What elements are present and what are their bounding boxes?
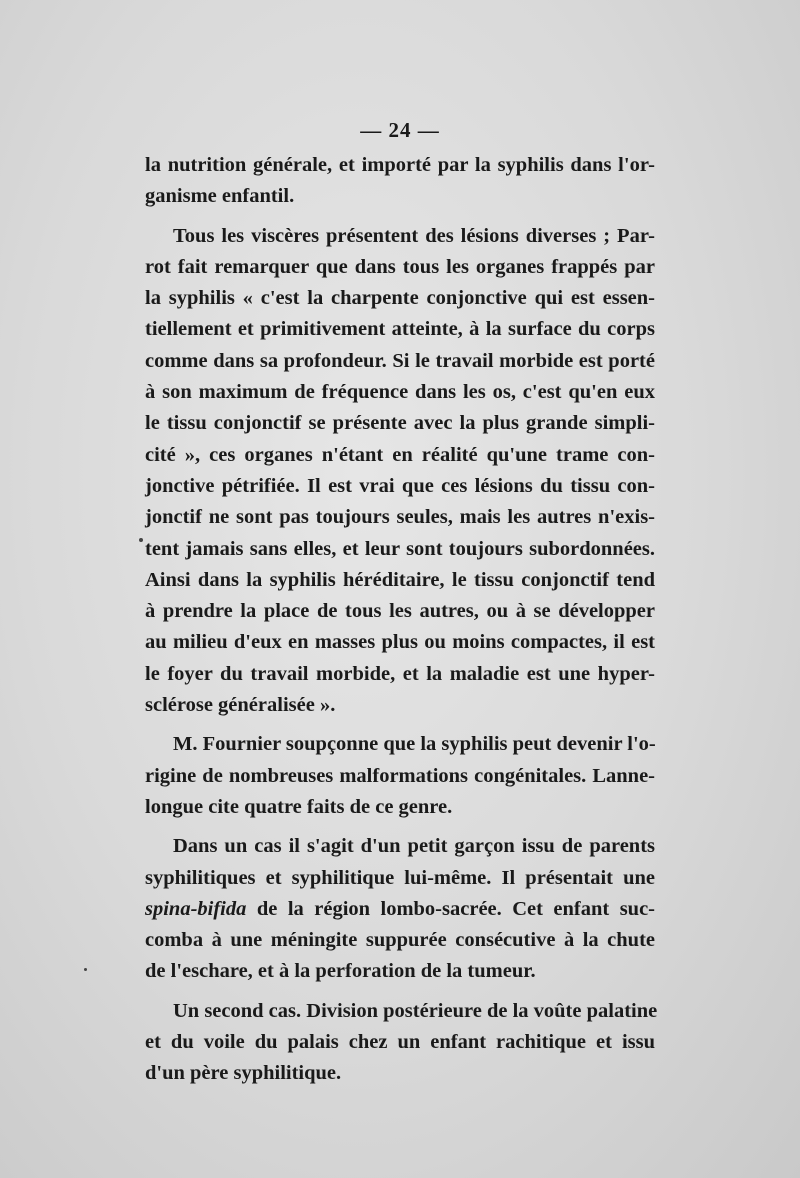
text-line-with-italic [145,894,655,925]
text-line: cité », ces organes n'étant en réalité qu'une trame con- [145,443,655,466]
text-line: Un second cas. Division postérieure de la voûte palatine [173,999,658,1022]
text-line: M. Fournier soupçonne que la syphilis peut devenir l'o- [173,733,656,756]
text-line: syphilitiques et syphilitique lui-même. Il présentait une [145,866,655,889]
text-line: longue cite quatre faits de ce genre. [145,795,453,818]
text-line: jonctif ne sont pas toujours seules, mais les autres n'exis- [145,506,655,529]
text-line: comme dans sa profondeur. Si le travail morbide est porté [145,349,655,372]
text-line: le tissu conjonctif se présente avec la plus grande simpli- [145,412,655,435]
text-line: la syphilis « c'est la charpente conjonctive qui est essen- [145,287,655,310]
ink-speck [84,968,87,971]
paragraph-gap [145,823,655,831]
text-line: à son maximum de fréquence dans les os, c'est qu'en eux [145,381,655,404]
text-line: jonctive pétrifiée. Il est vrai que ces lésions du tissu con- [145,474,655,497]
paragraph-gap [145,988,655,996]
text-line: d'un père syphilitique. [145,1062,342,1085]
text-line: à prendre la place de tous les autres, ou à se développer [145,600,655,623]
body-text [145,150,658,1090]
text-line: la nutrition générale, et importé par la syphilis dans l'or- [145,154,655,176]
ink-speck [139,538,143,542]
text-line: rigine de nombreuses malformations congénitales. Lanne- [145,764,655,787]
paragraph-gap [145,721,655,729]
text-line: Tous les viscères présentent des lésions diverses ; Par- [173,224,655,247]
text-line-rest: de la région lombo-sacrée. Cet enfant suc- [256,897,656,920]
text-line: le foyer du travail morbide, et la maladie est une hyper- [145,662,655,685]
text-line: Dans un cas il s'agit d'un petit garçon issu de parents [173,835,655,858]
text-line: de l'eschare, et à la perforation de la tumeur. [145,960,536,983]
text-line: rot fait remarquer que dans tous les organes frappés par [145,255,655,278]
text-line: tiellement et primitivement atteinte, à la surface du corps [145,318,655,341]
text-line: Ainsi dans la syphilis héréditaire, le tissu conjonctif tend [145,568,655,591]
text-line: tent jamais sans elles, et leur sont toujours subordonnées. [145,537,655,560]
text-line: comba à une méningite suppurée consécutive à la chute [145,929,655,952]
text-line: sclérose généralisée ». [145,694,336,717]
text-line: ganisme enfantil. [145,185,295,208]
text-line: au milieu d'eux en masses plus ou moins compactes, il est [145,631,655,654]
text-line: et du voile du palais chez un enfant rachitique et issu [145,1031,655,1054]
page-number: — 24 — [360,118,440,142]
paragraph-gap [145,213,655,221]
italic-term: spina-bifida [145,897,247,920]
